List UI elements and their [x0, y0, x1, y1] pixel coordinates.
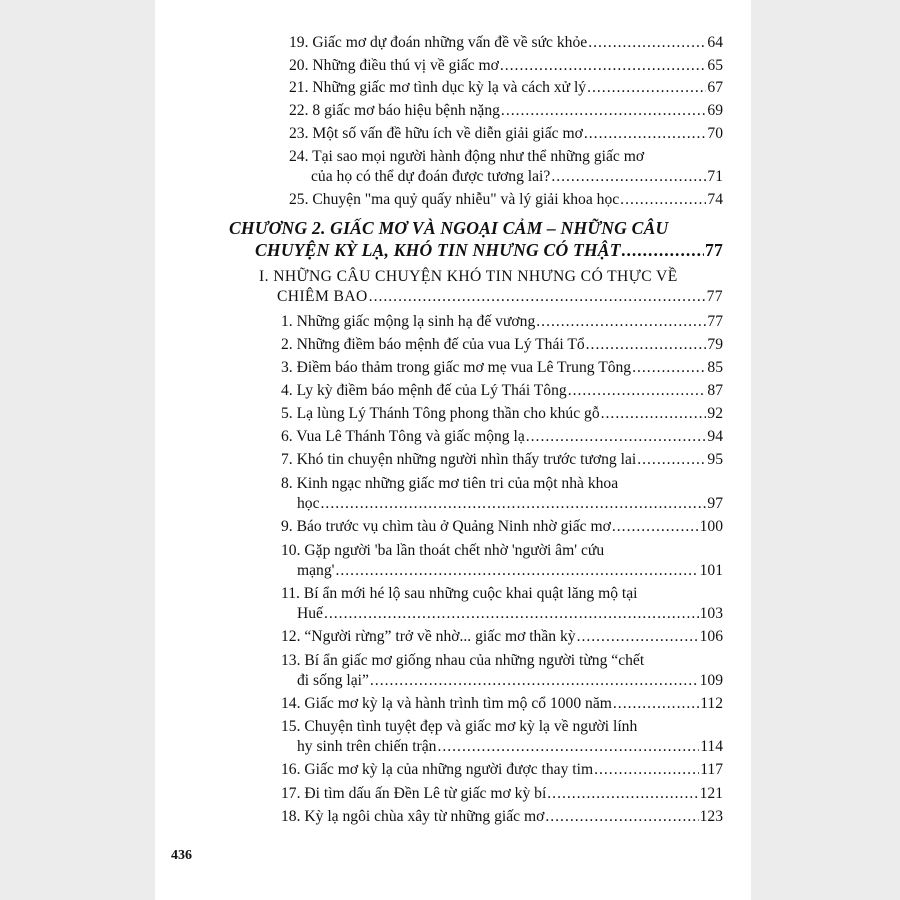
toc-entry-2: 2. Những điềm báo mệnh đế của vua Lý Thái Tổ ..... 79 — [281, 335, 723, 355]
toc-entry-4: 4. Ly kỳ điềm báo mệnh đế của Lý Thái Tông ..... 87 — [281, 381, 723, 401]
toc-entry-25: 25. Chuyện "ma quỷ quấy nhiễu" và lý giải khoa học ..... 74 — [289, 190, 723, 210]
section-heading: I. NHỮNG CÂU CHUYỆN KHÓ TIN NHƯNG CÓ THỰC VỀ CHIÊM BAO ..... 77 — [259, 267, 723, 307]
page-ref: 65 — [707, 57, 723, 74]
page-ref: 71 — [707, 168, 723, 185]
page-ref: 95 — [707, 451, 723, 468]
toc-entry-9: 9. Báo trước vụ chìm tàu ở Quảng Ninh nhờ giấc mơ ..... 100 — [281, 517, 723, 537]
toc-entry-6: 6. Vua Lê Thánh Tông và giấc mộng lạ ..... 94 — [281, 427, 723, 447]
toc-entry-22: 22. 8 giấc mơ báo hiệu bệnh nặng ..... 69 — [289, 101, 723, 121]
page-ref: 94 — [707, 428, 723, 445]
toc-entry-1: 1. Những giấc mộng lạ sinh hạ đế vương ..... 77 — [281, 312, 723, 332]
toc-entry-16: 16. Giấc mơ kỳ lạ của những người được thay tim ..... 117 — [281, 760, 723, 780]
page-ref: 101 — [699, 562, 723, 579]
page-ref: 79 — [707, 336, 723, 353]
page-ref: 74 — [707, 191, 723, 208]
page-ref: 92 — [707, 405, 723, 422]
toc-entry-14: 14. Giấc mơ kỳ lạ và hành trình tìm mộ cổ 1000 năm ..... 112 — [281, 694, 723, 714]
toc-entry-17: 17. Đi tìm dấu ấn Đền Lê từ giấc mơ kỳ bí ..... 121 — [281, 784, 723, 804]
page-ref: 121 — [699, 785, 723, 802]
page-ref: 114 — [700, 738, 723, 755]
toc-entry-15: 15. Chuyện tình tuyệt đẹp và giấc mơ kỳ lạ về người lính hy sinh trên chiến trận ..... 114 — [281, 717, 723, 757]
toc-entry-24: 24. Tại sao mọi người hành động như thể những giấc mơ của họ có thể dự đoán được tương lai? ..... 71 — [289, 147, 723, 187]
page-ref: 67 — [707, 79, 723, 96]
page-ref: 77 — [705, 240, 723, 260]
toc-entry-21: 21. Những giấc mơ tình dục kỳ lạ và cách xử lý ..... 67 — [289, 78, 723, 98]
page-ref: 112 — [700, 695, 723, 712]
page-ref: 103 — [699, 605, 723, 622]
page-ref: 87 — [707, 382, 723, 399]
toc-entry-5: 5. Lạ lùng Lý Thánh Tông phong thần cho khúc gỗ ..... 92 — [281, 404, 723, 424]
toc-entry-10: 10. Gặp người 'ba lần thoát chết nhờ 'người âm' cứu mạng' ..... 101 — [281, 541, 723, 581]
page-ref: 77 — [707, 313, 723, 330]
page-ref: 97 — [707, 495, 723, 512]
toc-entry-13: 13. Bí ẩn giấc mơ giống nhau của những người từng “chết đi sống lại” ..... 109 — [281, 651, 723, 691]
page-ref: 117 — [700, 761, 723, 778]
page-ref: 109 — [699, 672, 723, 689]
page-number: 436 — [171, 848, 192, 863]
book-page — [155, 0, 751, 900]
page-ref: 106 — [699, 628, 723, 645]
page-ref: 123 — [699, 808, 723, 825]
page-ref: 85 — [707, 359, 723, 376]
toc-entry-7: 7. Khó tin chuyện những người nhìn thấy trước tương lai ..... 95 — [281, 450, 723, 470]
page-ref: 100 — [699, 518, 723, 535]
toc-entry-11: 11. Bí ẩn mới hé lộ sau những cuộc khai quật lăng mộ tại Huế ..... 103 — [281, 584, 723, 624]
toc-entry-3: 3. Điềm báo thảm trong giấc mơ mẹ vua Lê Trung Tông ..... 85 — [281, 358, 723, 378]
page-ref: 77 — [706, 288, 723, 305]
page-ref: 70 — [707, 125, 723, 142]
toc-entry-23: 23. Một số vấn đề hữu ích về diễn giải giấc mơ ..... 70 — [289, 124, 723, 144]
toc-entry-19: 19. Giấc mơ dự đoán những vấn đề về sức khỏe ..... 64 — [289, 33, 723, 53]
toc-entry-18: 18. Kỳ lạ ngôi chùa xây từ những giấc mơ ..... 123 — [281, 807, 723, 827]
chapter-heading: CHƯƠNG 2. GIẤC MƠ VÀ NGOẠI CẢM – NHỮNG CÂU CHUYỆN KỲ LẠ, KHÓ TIN NHƯNG CÓ THẬT ..... 77 — [229, 217, 723, 261]
toc-entry-8: 8. Kinh ngạc những giấc mơ tiên tri của một nhà khoa học ..... 97 — [281, 474, 723, 514]
page-ref: 69 — [707, 102, 723, 119]
toc-entry-12: 12. “Người rừng” trở về nhờ... giấc mơ thần kỳ ..... 106 — [281, 627, 723, 647]
toc-entry-20: 20. Những điều thú vị về giấc mơ ..... 65 — [289, 56, 723, 76]
page-ref: 64 — [707, 34, 723, 51]
